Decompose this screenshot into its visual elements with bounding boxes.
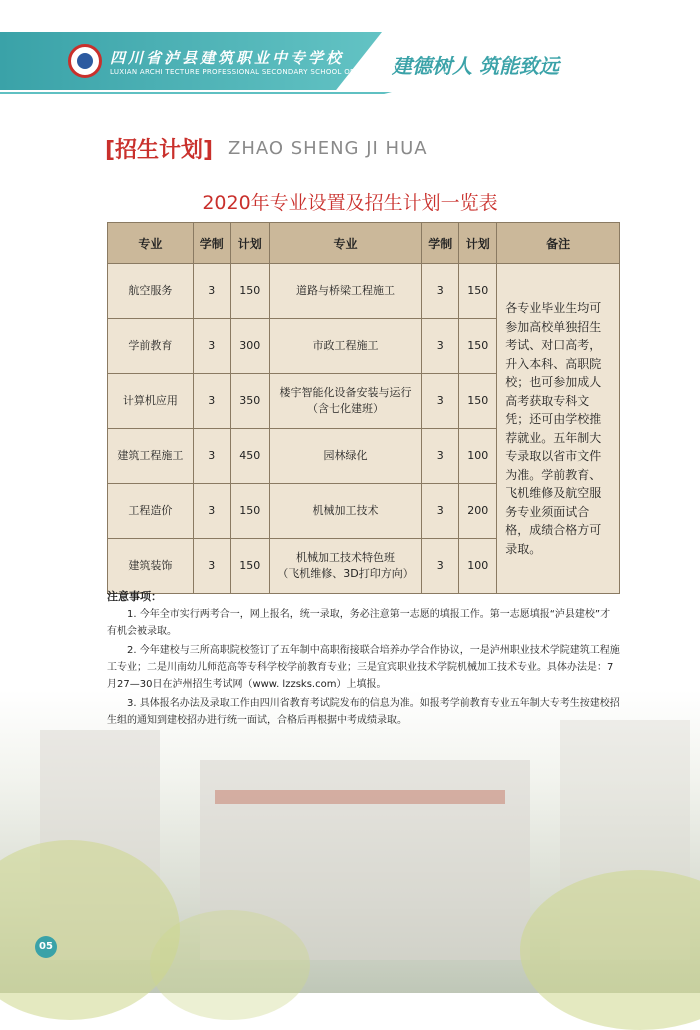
cell-plan-2: 150 [459, 319, 497, 374]
cell-plan: 300 [230, 319, 269, 374]
section-title: [招生计划] [105, 138, 214, 163]
header-major: 专业 [108, 223, 194, 264]
cell-years: 3 [193, 374, 230, 429]
notes-heading: 注意事项： [107, 590, 162, 603]
header-underline [0, 92, 392, 94]
cell-major-2: 市政工程施工 [269, 319, 422, 374]
cell-plan: 150 [230, 539, 269, 594]
note-item: 3. 具体报名办法及录取工作由四川省教育考试院发布的信息为准。如报考学前教育专业五年制大专考生按建校招生组的通知到建校招办进行统一面试，合格后再根据中考成绩录取。 [107, 698, 620, 726]
cell-plan-2: 150 [459, 264, 497, 319]
page-number: 05 [35, 936, 57, 958]
foliage-center [150, 910, 310, 1020]
header-plan-2: 计划 [459, 223, 497, 264]
building-banner [215, 790, 505, 804]
cell-major-2: 道路与桥梁工程施工 [269, 264, 422, 319]
cell-major: 航空服务 [108, 264, 194, 319]
school-logo-icon [68, 44, 102, 78]
header-years: 学制 [193, 223, 230, 264]
cell-years-2: 3 [422, 539, 459, 594]
cell-major-2 [269, 539, 422, 594]
cell-years-2: 3 [422, 319, 459, 374]
cell-major: 工程造价 [108, 484, 194, 539]
cell-plan: 150 [230, 484, 269, 539]
cell-major-2-sub: （飞机维修、3D打印方向） [277, 567, 414, 580]
school-name-en: LUXIAN ARCHI TECTURE PROFESSIONAL SECONDARY SCHOOL OF SI CHUAN [110, 68, 394, 76]
cell-major-2-main: 楼宇智能化设备安装与运行 [279, 386, 412, 399]
cell-major: 建筑装饰 [108, 539, 194, 594]
cell-years: 3 [193, 484, 230, 539]
cell-major-2: 机械加工技术 [269, 484, 422, 539]
cell-major: 建筑工程施工 [108, 429, 194, 484]
section-pinyin: ZHAO SHENG JI HUA [228, 138, 428, 159]
cell-years-2: 3 [422, 429, 459, 484]
table-title: 2020年专业设置及招生计划一览表 [202, 192, 498, 214]
cell-plan-2: 100 [459, 539, 497, 594]
foliage-right [520, 870, 700, 1030]
enrollment-table [107, 222, 620, 594]
cell-major-2-sub: （含七化建班） [307, 402, 384, 415]
cell-years-2: 3 [422, 484, 459, 539]
cell-years: 3 [193, 429, 230, 484]
cell-plan: 450 [230, 429, 269, 484]
table-row [108, 264, 620, 319]
note-item: 2. 今年建校与三所高职院校签订了五年制中高职衔接联合培养办学合作协议，一是泸州职业技术学院建筑工程施工专业；二是川南幼儿师范高等专科学校学前教育专业；三是宜宾职业技术学院机械加工技术专业。具体办法是：7月27—30日在泸州招生考试网（www. lzzsks.com）上填报。 [107, 645, 620, 690]
cell-major-2: 园林绿化 [269, 429, 422, 484]
remark-cell: 各专业毕业生均可参加高校单独招生考试、对口高考，升入本科、高职院校；也可参加成人高考获取专科文凭；还可由学校推荐就业。五年制大专录取以省市文件为准。学前教育、飞机维修及航空服务专业须面试合格，成绩合格方可录取。 [497, 264, 620, 594]
table-header-row [108, 223, 620, 264]
school-motto: 建德树人 筑能致远 [392, 54, 559, 78]
header-years-2: 学制 [422, 223, 459, 264]
cell-years: 3 [193, 319, 230, 374]
note-item: 1. 今年全市实行两考合一，网上报名，统一录取，务必注意第一志愿的填报工作。第一志愿填报“泸县建校”才有机会被录取。 [107, 609, 611, 637]
cell-plan: 150 [230, 264, 269, 319]
school-name-cn: 四川省泸县建筑职业中专学校 [110, 49, 345, 67]
cell-years: 3 [193, 539, 230, 594]
cell-plan: 350 [230, 374, 269, 429]
cell-major-2 [269, 374, 422, 429]
cell-plan-2: 150 [459, 374, 497, 429]
cell-major-2-main: 机械加工技术特色班 [296, 551, 395, 564]
header-remark: 备注 [497, 223, 620, 264]
cell-plan-2: 200 [459, 484, 497, 539]
header-major-2: 专业 [269, 223, 422, 264]
cell-years-2: 3 [422, 374, 459, 429]
cell-major: 学前教育 [108, 319, 194, 374]
header-banner [0, 0, 700, 110]
cell-years-2: 3 [422, 264, 459, 319]
header-plan: 计划 [230, 223, 269, 264]
campus-photo-background [0, 690, 700, 993]
cell-plan-2: 100 [459, 429, 497, 484]
cell-years: 3 [193, 264, 230, 319]
cell-major: 计算机应用 [108, 374, 194, 429]
